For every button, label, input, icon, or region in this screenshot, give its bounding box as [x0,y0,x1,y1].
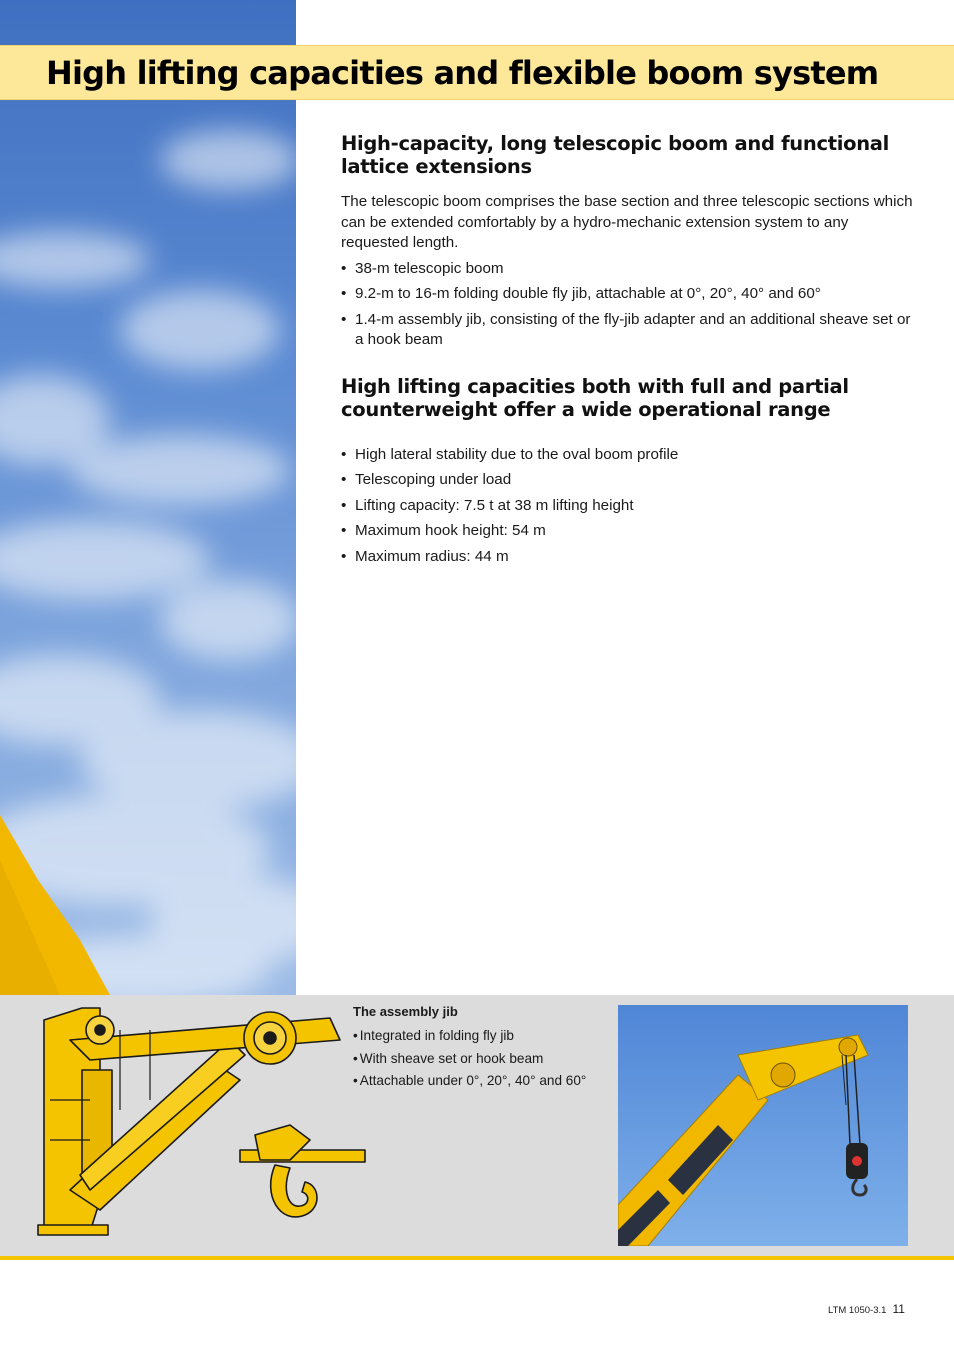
main-content [341,132,916,572]
caption-bullet-list [353,1025,613,1093]
page-footer [828,1300,905,1318]
page-number: 11 [892,1302,905,1316]
model-label: LTM 1050-3.1 [828,1305,887,1316]
section-lifting-capacities [341,375,916,568]
list-item: • Telescoping under load [341,470,916,491]
section-heading: High lifting capacities both with full and partial counterweight offer a wide operational range [341,374,849,421]
bullet-glyph: • [341,496,347,514]
assembly-jib-caption [353,1003,613,1093]
crane-jib-photo [618,1005,908,1246]
bullet-glyph: • [341,445,347,463]
page-title: High lifting capacities and flexible boom system [46,54,879,92]
bullet-glyph: • [341,547,347,565]
list-item: • Attachable under 0°, 20°, 40° and 60° [353,1073,587,1088]
list-item: • 9.2-m to 16-m folding double fly jib, attachable at 0°, 20°, 40° and 60° [341,284,916,305]
bullet-glyph: • [353,1028,358,1043]
list-item: • 1.4-m assembly jib, consisting of the fly-jib adapter and an additional sheave set or a hook beam [341,310,911,348]
sky-photo [0,0,296,995]
bullet-list [341,259,916,351]
list-item: • With sheave set or hook beam [353,1050,544,1066]
sky-clouds-illustration [0,0,296,995]
section-heading: High-capacity, long telescopic boom and functional lattice extensions [341,132,890,178]
section-intro: The telescopic boom comprises the base section and three telescopic sections which can be extended comfortably by a hydro-mechanic extension system to any requested length. [341,193,913,251]
jib-technical-illustration [30,1000,370,1240]
list-item: • 38-m telescopic boom [341,259,916,280]
bullet-glyph: • [341,471,347,488]
bullet-glyph: • [341,285,347,302]
yellow-divider [0,1256,954,1260]
title-band [0,45,954,100]
crane-jib-photo-illustration [618,1005,908,1246]
list-item: • Maximum radius: 44 m [341,547,916,568]
list-item: • Lifting capacity: 7.5 t at 38 m lifting height [341,496,916,517]
bullet-list [341,445,916,568]
bullet-glyph: • [341,310,347,328]
bullet-glyph: • [341,522,347,539]
list-item: • High lateral stability due to the oval boom profile [341,445,916,466]
caption-title: The assembly jib [353,1004,458,1019]
bullet-glyph: • [341,259,347,277]
section-telescopic-boom [341,132,916,351]
bullet-glyph: • [353,1073,358,1088]
list-item: • Maximum hook height: 54 m [341,521,916,542]
bullet-glyph: • [353,1050,358,1066]
list-item: • Integrated in folding fly jib [353,1028,514,1043]
assembly-jib-drawing [30,1000,370,1245]
